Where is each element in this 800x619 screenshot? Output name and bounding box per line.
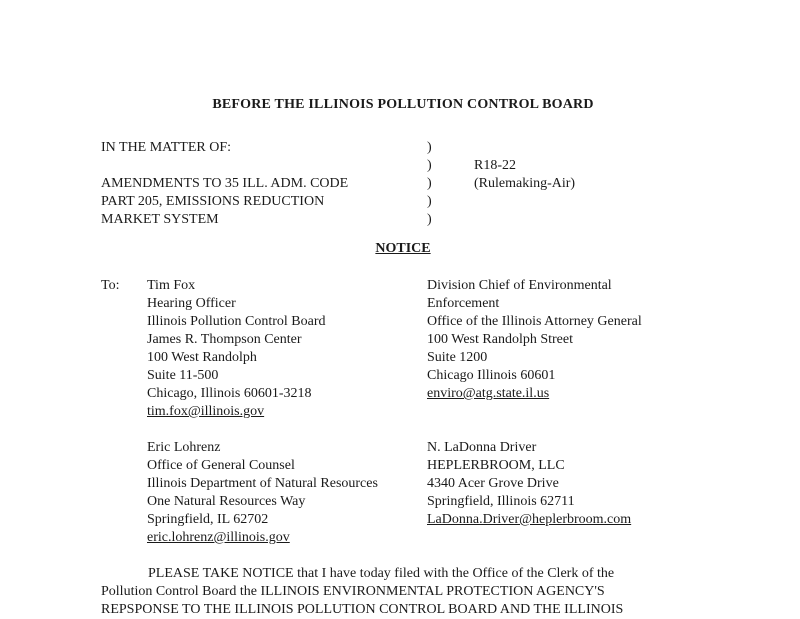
- docket-number: R18-22: [474, 158, 516, 173]
- recipient-line: Office of the Illinois Attorney General: [427, 314, 642, 329]
- body-line: REPSPONSE TO THE ILLINOIS POLLUTION CONTROL BOARD AND THE ILLINOIS: [101, 602, 624, 617]
- recipient-line: One Natural Resources Way: [147, 494, 306, 509]
- body-line: PLEASE TAKE NOTICE that I have today filed with the Office of the Clerk of the: [148, 566, 615, 581]
- board-title: BEFORE THE ILLINOIS POLLUTION CONTROL BOARD: [212, 97, 594, 112]
- recipient-line: Suite 11-500: [147, 368, 219, 383]
- docket-info: [474, 157, 575, 193]
- recipient-line: Eric Lohrenz: [147, 440, 221, 455]
- recipient-line: Chicago Illinois 60601: [427, 368, 556, 383]
- paren: ): [427, 140, 432, 155]
- recipient-line: Chicago, Illinois 60601-3218: [147, 386, 312, 401]
- recipient-line: 4340 Acer Grove Drive: [427, 476, 559, 491]
- recipient-block: [147, 439, 378, 547]
- recipient-line: 100 West Randolph Street: [427, 332, 573, 347]
- recipient-email-link[interactable]: LaDonna.Driver@heplerbroom.com: [427, 512, 632, 527]
- recipient-line: James R. Thompson Center: [147, 332, 302, 347]
- recipient-line: Illinois Department of Natural Resources: [147, 476, 378, 491]
- caption-line: [101, 157, 348, 175]
- recipient-line: Springfield, Illinois 62711: [427, 494, 575, 509]
- caption-line: AMENDMENTS TO 35 ILL. ADM. CODE: [101, 176, 349, 191]
- recipient-line: Enforcement: [427, 296, 500, 311]
- to-label: To:: [101, 278, 120, 293]
- paren: ): [427, 176, 432, 191]
- recipient-block: [147, 277, 326, 421]
- case-caption: [101, 139, 348, 229]
- recipient-line: Suite 1200: [427, 350, 488, 365]
- recipient-email-link[interactable]: eric.lohrenz@illinois.gov: [147, 530, 290, 545]
- recipient-line: 100 West Randolph: [147, 350, 257, 365]
- recipient-line: Hearing Officer: [147, 296, 236, 311]
- recipient-line: Illinois Pollution Control Board: [147, 314, 326, 329]
- recipient-email-link[interactable]: enviro@atg.state.il.us: [427, 386, 550, 401]
- paren: ): [427, 212, 432, 227]
- recipient-line: Division Chief of Environmental: [427, 278, 612, 293]
- notice-heading: NOTICE: [375, 241, 431, 256]
- paren: ): [427, 194, 432, 209]
- caption-line: IN THE MATTER OF:: [101, 140, 232, 155]
- recipient-line: N. LaDonna Driver: [427, 440, 537, 455]
- recipient-line: Office of General Counsel: [147, 458, 295, 473]
- docket-type: (Rulemaking-Air): [474, 176, 576, 191]
- paren: ): [427, 158, 432, 173]
- caption-line: MARKET SYSTEM: [101, 212, 219, 227]
- body-line: Pollution Control Board the ILLINOIS ENVIRONMENTAL PROTECTION AGENCY'S: [101, 584, 605, 599]
- caption-parentheses: [427, 139, 432, 229]
- recipient-line: Springfield, IL 62702: [147, 512, 269, 527]
- recipient-block: [427, 277, 642, 403]
- notice-body-paragraph: [101, 565, 681, 619]
- recipient-line: HEPLERBROOM, LLC: [427, 458, 565, 473]
- recipient-block: [427, 439, 631, 529]
- caption-line: PART 205, EMISSIONS REDUCTION: [101, 194, 325, 209]
- recipient-line: Tim Fox: [147, 278, 196, 293]
- recipient-email-link[interactable]: tim.fox@illinois.gov: [147, 404, 265, 419]
